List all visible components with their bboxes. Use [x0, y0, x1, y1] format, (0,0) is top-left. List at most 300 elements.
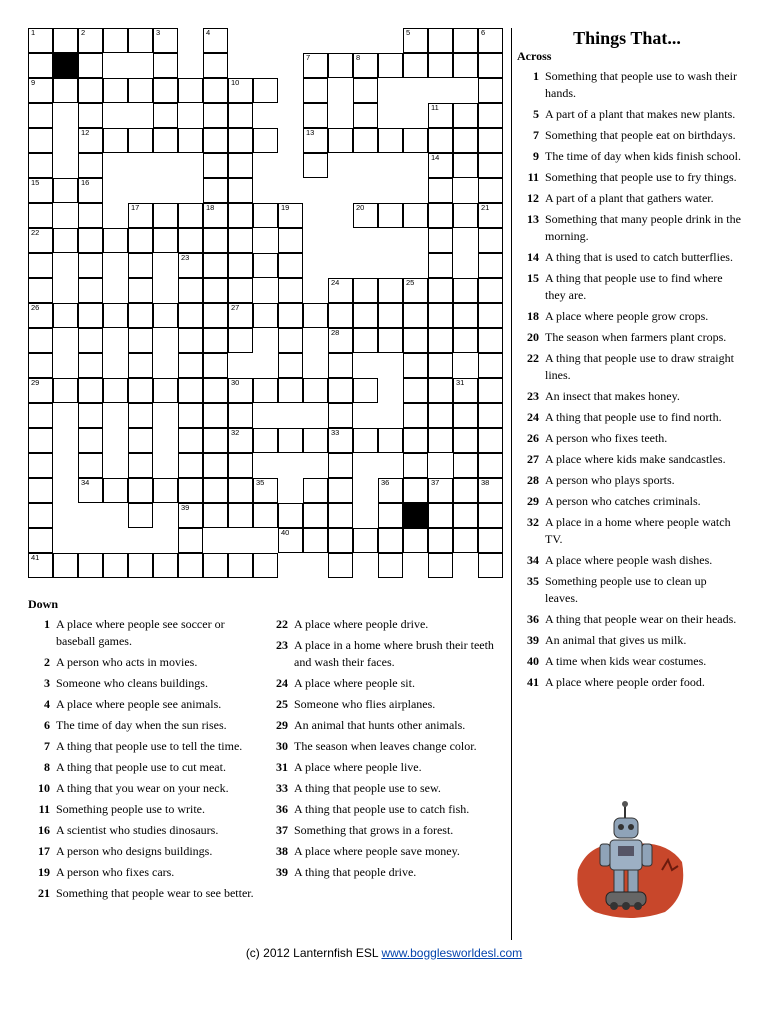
grid-cell[interactable] — [303, 378, 328, 403]
grid-cell[interactable] — [228, 103, 253, 128]
grid-cell[interactable] — [478, 53, 503, 78]
grid-cell[interactable] — [253, 253, 278, 278]
grid-cell[interactable] — [428, 428, 453, 453]
grid-cell[interactable] — [103, 303, 128, 328]
grid-cell[interactable] — [153, 303, 178, 328]
grid-cell[interactable] — [403, 528, 428, 553]
grid-cell[interactable] — [153, 28, 178, 53]
grid-cell[interactable] — [128, 503, 153, 528]
grid-cell[interactable] — [478, 478, 503, 503]
grid-cell[interactable] — [278, 278, 303, 303]
grid-cell[interactable] — [428, 278, 453, 303]
grid-cell[interactable] — [53, 78, 78, 103]
grid-cell[interactable] — [303, 128, 328, 153]
grid-cell[interactable] — [128, 203, 153, 228]
grid-cell[interactable] — [453, 403, 478, 428]
grid-cell[interactable] — [103, 478, 128, 503]
grid-cell[interactable] — [203, 153, 228, 178]
grid-cell[interactable] — [403, 328, 428, 353]
grid-cell[interactable] — [428, 253, 453, 278]
grid-cell[interactable] — [478, 278, 503, 303]
grid-cell[interactable] — [378, 328, 403, 353]
clue-number: 24 — [276, 676, 288, 690]
grid-cell[interactable] — [153, 478, 178, 503]
grid-cell[interactable] — [128, 353, 153, 378]
grid-cell[interactable] — [478, 503, 503, 528]
grid-cell[interactable] — [478, 453, 503, 478]
grid-cell[interactable] — [228, 403, 253, 428]
grid-cell[interactable] — [103, 28, 128, 53]
grid-cell[interactable] — [178, 203, 203, 228]
grid-cell[interactable] — [203, 53, 228, 78]
grid-cell[interactable] — [203, 228, 228, 253]
grid-cell[interactable] — [128, 478, 153, 503]
grid-cell[interactable] — [328, 453, 353, 478]
grid-cell[interactable] — [78, 153, 103, 178]
grid-cell[interactable] — [453, 303, 478, 328]
grid-cell[interactable] — [478, 128, 503, 153]
grid-cell[interactable] — [278, 353, 303, 378]
grid-cell[interactable] — [178, 328, 203, 353]
grid-cell[interactable] — [253, 428, 278, 453]
grid-cell[interactable] — [28, 378, 53, 403]
grid-cell[interactable] — [78, 328, 103, 353]
grid-cell[interactable] — [453, 503, 478, 528]
grid-cell[interactable] — [203, 128, 228, 153]
grid-cell[interactable] — [353, 378, 378, 403]
grid-cell[interactable] — [328, 403, 353, 428]
grid-cell[interactable] — [353, 128, 378, 153]
grid-cell[interactable] — [28, 103, 53, 128]
grid-cell[interactable] — [78, 478, 103, 503]
grid-cell[interactable] — [328, 303, 353, 328]
grid-cell[interactable] — [228, 278, 253, 303]
grid-cell[interactable] — [428, 553, 453, 578]
grid-cell[interactable] — [128, 28, 153, 53]
grid-cell[interactable] — [328, 378, 353, 403]
grid-cell[interactable] — [353, 303, 378, 328]
grid-cell[interactable] — [28, 228, 53, 253]
grid-cell[interactable] — [178, 553, 203, 578]
grid-cell[interactable] — [228, 303, 253, 328]
grid-cell[interactable] — [478, 203, 503, 228]
grid-cell[interactable] — [303, 478, 328, 503]
grid-cell[interactable] — [428, 228, 453, 253]
clue-number: 33 — [276, 781, 288, 795]
grid-cell[interactable] — [303, 428, 328, 453]
cell-number: 25 — [406, 278, 415, 287]
grid-cell[interactable] — [453, 53, 478, 78]
grid-cell[interactable] — [253, 78, 278, 103]
grid-cell[interactable] — [78, 28, 103, 53]
grid-cell[interactable] — [278, 203, 303, 228]
grid-cell[interactable] — [128, 78, 153, 103]
grid-cell[interactable] — [353, 78, 378, 103]
grid-cell[interactable] — [378, 303, 403, 328]
grid-cell[interactable] — [303, 153, 328, 178]
grid-cell[interactable] — [453, 153, 478, 178]
grid-cell[interactable] — [428, 528, 453, 553]
grid-cell[interactable] — [153, 128, 178, 153]
grid-cell[interactable] — [378, 428, 403, 453]
grid-cell[interactable] — [403, 478, 428, 503]
grid-cell[interactable] — [228, 153, 253, 178]
clue-text: A thing that is used to catch butterflies. — [545, 250, 733, 264]
grid-cell[interactable] — [53, 378, 78, 403]
grid-cell[interactable] — [453, 128, 478, 153]
grid-cell[interactable] — [28, 128, 53, 153]
clue-across-15 — [517, 270, 742, 304]
grid-cell[interactable] — [78, 278, 103, 303]
grid-cell[interactable] — [28, 178, 53, 203]
grid-cell[interactable] — [453, 478, 478, 503]
grid-cell[interactable] — [428, 403, 453, 428]
grid-cell[interactable] — [353, 278, 378, 303]
grid-cell[interactable] — [428, 103, 453, 128]
grid-cell[interactable] — [328, 553, 353, 578]
clue-text: A person who plays sports. — [545, 473, 675, 487]
grid-cell[interactable] — [478, 378, 503, 403]
grid-cell[interactable] — [128, 253, 153, 278]
grid-cell[interactable] — [328, 428, 353, 453]
grid-cell[interactable] — [53, 178, 78, 203]
grid-cell[interactable] — [103, 228, 128, 253]
grid-cell[interactable] — [453, 528, 478, 553]
grid-cell[interactable] — [278, 378, 303, 403]
grid-cell[interactable] — [228, 128, 253, 153]
grid-cell[interactable] — [478, 228, 503, 253]
grid-cell[interactable] — [478, 153, 503, 178]
grid-cell[interactable] — [28, 78, 53, 103]
clue-text: A place where people grow crops. — [545, 309, 709, 323]
grid-cell[interactable] — [203, 103, 228, 128]
grid-cell[interactable] — [328, 53, 353, 78]
grid-cell[interactable] — [178, 228, 203, 253]
grid-cell[interactable] — [403, 353, 428, 378]
grid-cell[interactable] — [203, 428, 228, 453]
grid-cell[interactable] — [153, 78, 178, 103]
grid-cell[interactable] — [203, 353, 228, 378]
grid-cell[interactable] — [428, 378, 453, 403]
grid-cell[interactable] — [328, 503, 353, 528]
grid-cell[interactable] — [153, 103, 178, 128]
grid-cell[interactable] — [403, 28, 428, 53]
grid-cell[interactable] — [203, 28, 228, 53]
grid-cell[interactable] — [403, 378, 428, 403]
grid-cell[interactable] — [278, 303, 303, 328]
grid-cell[interactable] — [478, 28, 503, 53]
grid-cell[interactable] — [428, 328, 453, 353]
grid-cell[interactable] — [453, 453, 478, 478]
grid-cell[interactable] — [328, 353, 353, 378]
grid-cell[interactable] — [178, 128, 203, 153]
grid-cell[interactable] — [478, 528, 503, 553]
grid-cell[interactable] — [103, 553, 128, 578]
grid-cell[interactable] — [78, 303, 103, 328]
grid-cell[interactable] — [278, 428, 303, 453]
grid-cell[interactable] — [178, 303, 203, 328]
grid-cell[interactable] — [28, 403, 53, 428]
grid-cell[interactable] — [228, 328, 253, 353]
grid-cell[interactable] — [253, 553, 278, 578]
grid-cell[interactable] — [78, 203, 103, 228]
grid-cell[interactable] — [228, 553, 253, 578]
grid-cell[interactable] — [478, 253, 503, 278]
grid-cell[interactable] — [128, 278, 153, 303]
cell-number: 24 — [331, 278, 340, 287]
grid-cell[interactable] — [478, 428, 503, 453]
grid-cell[interactable] — [278, 253, 303, 278]
grid-cell[interactable] — [303, 503, 328, 528]
grid-cell[interactable] — [453, 28, 478, 53]
grid-cell[interactable] — [328, 128, 353, 153]
grid-cell[interactable] — [78, 553, 103, 578]
grid-cell[interactable] — [78, 453, 103, 478]
grid-cell[interactable] — [128, 453, 153, 478]
website-link[interactable]: www.bogglesworldesl.com — [381, 946, 523, 960]
grid-cell[interactable] — [178, 528, 203, 553]
grid-cell[interactable] — [428, 128, 453, 153]
grid-cell[interactable] — [278, 503, 303, 528]
grid-cell[interactable] — [303, 78, 328, 103]
grid-cell[interactable] — [28, 203, 53, 228]
grid-cell[interactable] — [203, 503, 228, 528]
grid-cell[interactable] — [453, 328, 478, 353]
grid-cell[interactable] — [428, 303, 453, 328]
cell-number: 18 — [206, 203, 215, 212]
grid-cell[interactable] — [303, 303, 328, 328]
grid-cell[interactable] — [478, 78, 503, 103]
grid-cell[interactable] — [428, 478, 453, 503]
grid-cell[interactable] — [53, 28, 78, 53]
grid-cell[interactable] — [403, 128, 428, 153]
grid-cell[interactable] — [403, 453, 428, 478]
grid-cell[interactable] — [453, 428, 478, 453]
grid-cell[interactable] — [28, 478, 53, 503]
grid-cell[interactable] — [203, 453, 228, 478]
clue-text: Someone who cleans buildings. — [56, 676, 208, 690]
grid-cell[interactable] — [203, 378, 228, 403]
grid-cell[interactable] — [453, 203, 478, 228]
grid-cell[interactable] — [228, 478, 253, 503]
grid-cell[interactable] — [353, 103, 378, 128]
grid-cell[interactable] — [478, 303, 503, 328]
grid-cell[interactable] — [253, 128, 278, 153]
grid-cell[interactable] — [353, 203, 378, 228]
grid-cell[interactable] — [403, 303, 428, 328]
grid-cell[interactable] — [203, 328, 228, 353]
grid-cell[interactable] — [203, 478, 228, 503]
grid-cell[interactable] — [28, 153, 53, 178]
grid-cell[interactable] — [478, 403, 503, 428]
grid-cell[interactable] — [403, 203, 428, 228]
grid-cell[interactable] — [428, 153, 453, 178]
grid-cell[interactable] — [78, 78, 103, 103]
grid-cell[interactable] — [403, 278, 428, 303]
grid-cell[interactable] — [228, 178, 253, 203]
grid-cell[interactable] — [253, 303, 278, 328]
grid-cell[interactable] — [153, 228, 178, 253]
grid-cell[interactable] — [128, 328, 153, 353]
clue-text: A place where people live. — [294, 760, 422, 774]
grid-cell[interactable] — [253, 503, 278, 528]
grid-cell[interactable] — [403, 428, 428, 453]
grid-cell[interactable] — [228, 453, 253, 478]
grid-cell[interactable] — [78, 353, 103, 378]
grid-cell[interactable] — [478, 353, 503, 378]
grid-cell[interactable] — [353, 528, 378, 553]
grid-cell[interactable] — [28, 278, 53, 303]
grid-cell[interactable] — [228, 203, 253, 228]
clue-text: An animal that hunts other animals. — [294, 718, 466, 732]
cell-number: 34 — [81, 478, 90, 487]
grid-cell[interactable] — [328, 478, 353, 503]
grid-cell[interactable] — [328, 278, 353, 303]
grid-cell[interactable] — [228, 253, 253, 278]
grid-cell[interactable] — [78, 378, 103, 403]
grid-cell[interactable] — [303, 528, 328, 553]
grid-cell[interactable] — [228, 428, 253, 453]
grid-cell[interactable] — [228, 503, 253, 528]
grid-cell[interactable] — [78, 228, 103, 253]
grid-cell[interactable] — [128, 553, 153, 578]
grid-cell[interactable] — [228, 228, 253, 253]
clue-text: A thing that people use to tell the time. — [56, 739, 243, 753]
grid-cell[interactable] — [203, 203, 228, 228]
grid-cell[interactable] — [428, 178, 453, 203]
grid-cell[interactable] — [103, 78, 128, 103]
grid-cell[interactable] — [428, 53, 453, 78]
grid-cell[interactable] — [28, 553, 53, 578]
grid-cell[interactable] — [128, 403, 153, 428]
grid-cell[interactable] — [378, 203, 403, 228]
grid-cell[interactable] — [78, 428, 103, 453]
grid-cell[interactable] — [128, 128, 153, 153]
grid-cell[interactable] — [478, 103, 503, 128]
grid-cell[interactable] — [128, 428, 153, 453]
grid-cell[interactable] — [353, 328, 378, 353]
grid-cell[interactable] — [478, 178, 503, 203]
grid-cell[interactable] — [78, 253, 103, 278]
grid-cell[interactable] — [78, 403, 103, 428]
grid-cell[interactable] — [78, 178, 103, 203]
grid-cell[interactable] — [78, 128, 103, 153]
grid-cell[interactable] — [478, 328, 503, 353]
grid-cell[interactable] — [428, 503, 453, 528]
grid-cell[interactable] — [278, 528, 303, 553]
grid-cell[interactable] — [178, 253, 203, 278]
grid-cell[interactable] — [28, 528, 53, 553]
grid-cell[interactable] — [253, 478, 278, 503]
grid-cell[interactable] — [303, 53, 328, 78]
grid-cell[interactable] — [28, 53, 53, 78]
grid-cell[interactable] — [128, 228, 153, 253]
grid-cell[interactable] — [178, 278, 203, 303]
grid-cell[interactable] — [78, 53, 103, 78]
grid-cell[interactable] — [453, 278, 478, 303]
grid-cell[interactable] — [428, 28, 453, 53]
grid-cell[interactable] — [103, 128, 128, 153]
grid-cell[interactable] — [278, 328, 303, 353]
grid-cell[interactable] — [328, 328, 353, 353]
grid-cell[interactable] — [153, 53, 178, 78]
grid-cell[interactable] — [178, 378, 203, 403]
grid-cell[interactable] — [453, 103, 478, 128]
grid-cell[interactable] — [203, 303, 228, 328]
grid-cell[interactable] — [378, 553, 403, 578]
grid-cell[interactable] — [428, 203, 453, 228]
grid-cell[interactable] — [28, 353, 53, 378]
grid-cell[interactable] — [178, 453, 203, 478]
grid-cell[interactable] — [178, 428, 203, 453]
grid-cell[interactable] — [128, 303, 153, 328]
clue-text: The season when leaves change color. — [294, 739, 477, 753]
grid-cell[interactable] — [203, 553, 228, 578]
grid-cell[interactable] — [403, 403, 428, 428]
grid-cell[interactable] — [353, 53, 378, 78]
grid-cell[interactable] — [153, 378, 178, 403]
grid-cell[interactable] — [178, 503, 203, 528]
grid-cell[interactable] — [53, 303, 78, 328]
grid-cell[interactable] — [103, 378, 128, 403]
grid-cell[interactable] — [28, 428, 53, 453]
grid-cell[interactable] — [153, 553, 178, 578]
grid-cell[interactable] — [428, 353, 453, 378]
grid-cell[interactable] — [178, 353, 203, 378]
grid-cell[interactable] — [378, 53, 403, 78]
grid-cell[interactable] — [378, 503, 403, 528]
grid-cell[interactable] — [203, 253, 228, 278]
grid-cell[interactable] — [328, 528, 353, 553]
grid-cell[interactable] — [378, 278, 403, 303]
grid-cell[interactable] — [203, 178, 228, 203]
page-title: Things That... — [573, 28, 681, 48]
grid-cell[interactable] — [28, 28, 53, 53]
grid-cell[interactable] — [178, 478, 203, 503]
grid-cell[interactable] — [178, 403, 203, 428]
grid-cell[interactable] — [28, 503, 53, 528]
grid-cell[interactable] — [203, 403, 228, 428]
grid-cell[interactable] — [378, 478, 403, 503]
grid-cell[interactable] — [203, 278, 228, 303]
grid-cell[interactable] — [253, 203, 278, 228]
grid-cell[interactable] — [228, 378, 253, 403]
grid-cell[interactable] — [128, 378, 153, 403]
grid-cell[interactable] — [53, 553, 78, 578]
grid-cell[interactable] — [378, 528, 403, 553]
cell-number: 14 — [431, 153, 440, 162]
grid-cell[interactable] — [178, 78, 203, 103]
grid-cell[interactable] — [153, 203, 178, 228]
grid-cell[interactable] — [78, 103, 103, 128]
grid-cell[interactable] — [378, 128, 403, 153]
grid-cell[interactable] — [28, 328, 53, 353]
grid-cell[interactable] — [453, 378, 478, 403]
grid-cell[interactable] — [28, 453, 53, 478]
grid-cell[interactable] — [303, 103, 328, 128]
grid-cell[interactable] — [28, 303, 53, 328]
grid-cell[interactable] — [28, 253, 53, 278]
grid-cell[interactable] — [228, 78, 253, 103]
grid-cell[interactable] — [353, 428, 378, 453]
grid-cell[interactable] — [478, 553, 503, 578]
grid-cell[interactable] — [403, 53, 428, 78]
grid-cell[interactable] — [278, 228, 303, 253]
grid-cell[interactable] — [253, 378, 278, 403]
clue-text: A place where people sit. — [294, 676, 415, 690]
grid-cell[interactable] — [203, 78, 228, 103]
grid-cell[interactable] — [53, 228, 78, 253]
